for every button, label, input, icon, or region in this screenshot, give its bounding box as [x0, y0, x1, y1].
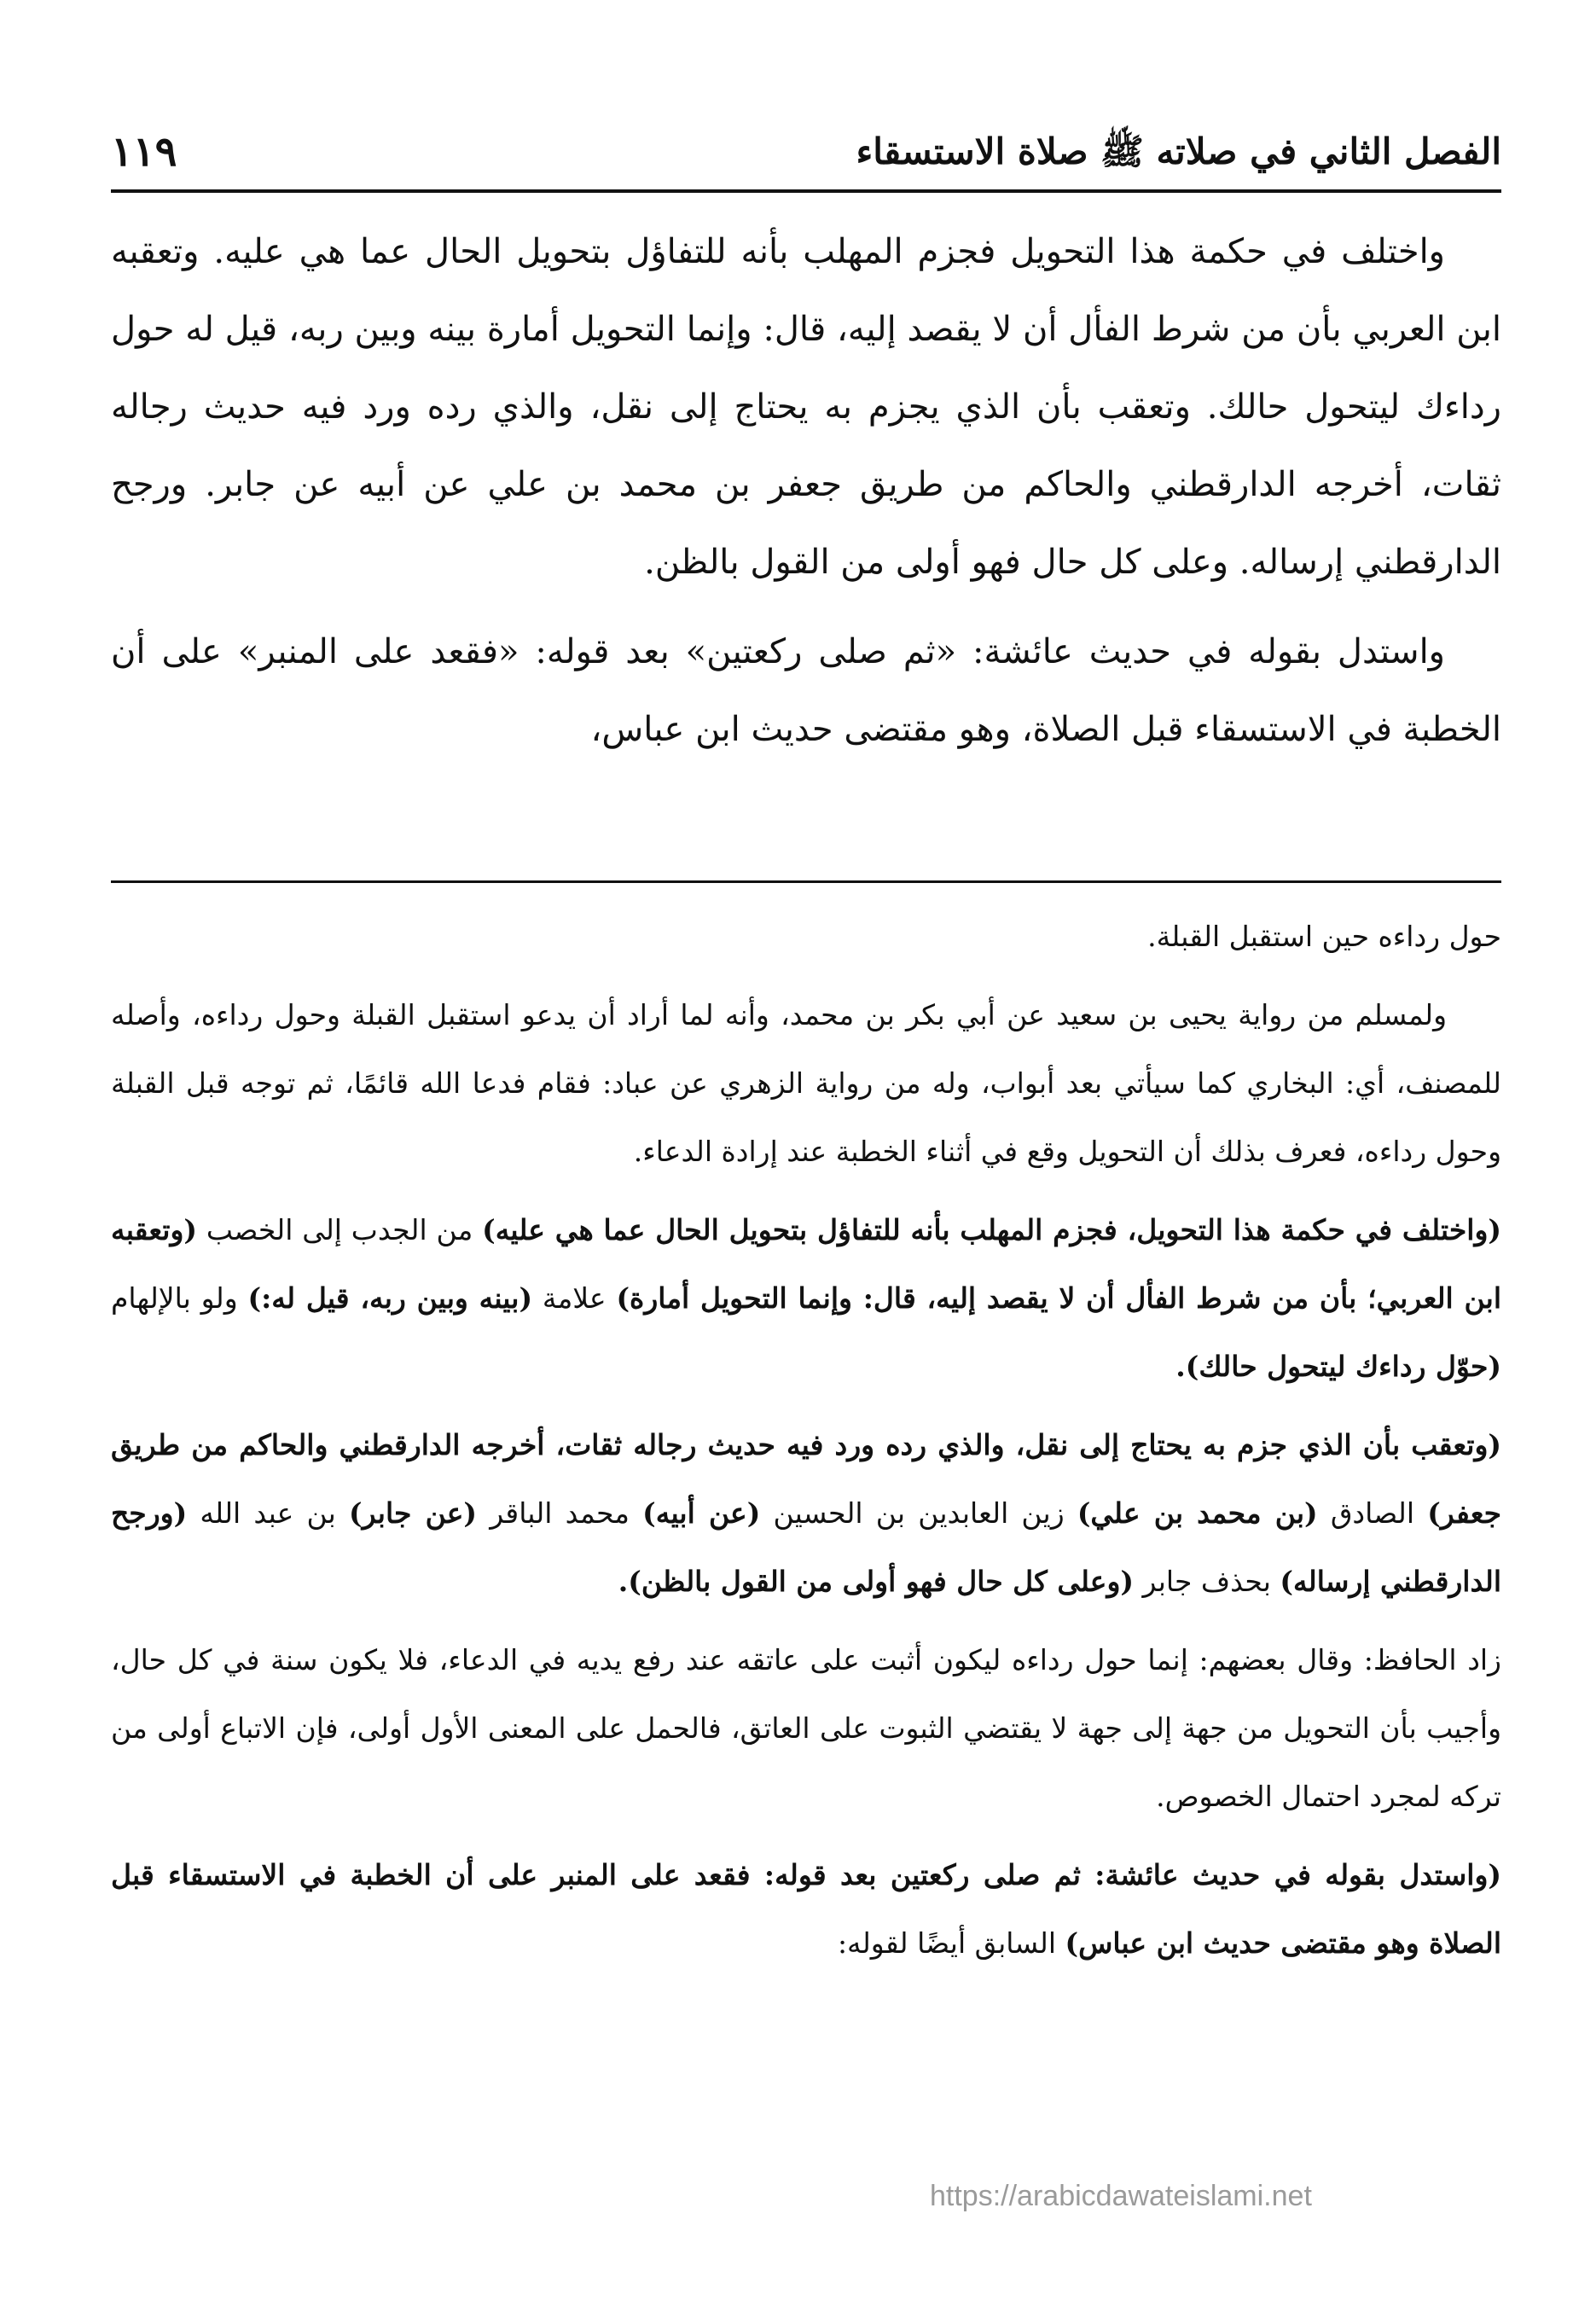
book-page	[111, 94, 1501, 2278]
chapter-title: الفصل الثاني في صلاته ﷺ صلاة الاستسقاء	[856, 131, 1501, 172]
explanation-text: بن عبد الله	[187, 1496, 349, 1530]
commentary-paragraph-4	[111, 1411, 1501, 1616]
explanation-text: ولو بالإلهام	[111, 1281, 248, 1315]
running-header	[111, 118, 1501, 186]
explanation-text: الصادق	[1317, 1496, 1428, 1530]
explanation-text: بحذف جابر	[1134, 1565, 1280, 1598]
quoted-text: (بن محمد بن علي)	[1077, 1496, 1318, 1530]
quoted-text: (حوّل رداءك ليتحول حالك).	[1175, 1350, 1501, 1383]
explanation-text: محمد الباقر	[477, 1496, 643, 1530]
explanation-text: زين العابدين بن الحسين	[760, 1496, 1077, 1530]
quoted-text: (عن جابر)	[348, 1496, 478, 1530]
commentary-paragraph-5: زاد الحافظ: وقال بعضهم: إنما حول رداءه ليكون أثبت على عاتقه عند رفع يديه في الدعاء، فلا يكون سنة في كل حال، وأجيب بأن التحويل من جهة إلى جهة لا يقتضي الثبوت على العاتق، فالحمل على المعنى الأول أولى، فإن الاتباع أولى من تركه لمجرد احتمال الخصوص.	[111, 1643, 1502, 1813]
explanation-text: من الجدب إلى الخصب	[197, 1213, 483, 1246]
explanation-text: السابق أيضًا لقوله:	[837, 1926, 1065, 1960]
quoted-text: (وعلى كل حال فهو أولى من القول بالظن).	[618, 1565, 1135, 1598]
quoted-text: (ورجح الدارقطني إرساله)	[111, 1496, 1501, 1598]
quoted-text: (واختلف في حكمة هذا التحويل، فجزم المهلب بأنه للتفاؤل بتحويل الحال عما هي عليه)	[482, 1213, 1501, 1246]
quoted-text: (وتعقبه ابن العربي؛ بأن من شرط الفأل أن لا يقصد إليه، قال: وإنما التحويل أمارة)	[111, 1213, 1501, 1315]
page-number: ١١٩	[111, 128, 177, 176]
commentary-divider	[111, 880, 1501, 883]
header-divider	[111, 189, 1501, 193]
commentary-paragraph-1: حول رداءه حين استقبل القبلة.	[1147, 920, 1501, 953]
main-paragraph-2: واستدل بقوله في حديث عائشة: «ثم صلى ركعتين» بعد قوله: «فقعد على المنبر» على أن الخطبة في الاستسقاء قبل الصلاة، وهو مقتضى حديث ابن عباس،	[111, 632, 1501, 749]
commentary-paragraph-3	[111, 1196, 1501, 1401]
main-paragraph-1: واختلف في حكمة هذا التحويل فجزم المهلب بأنه للتفاؤل بتحويل الحال عما هي عليه. وتعقبه ابن العربي بأن من شرط الفأل أن لا يقصد إليه، قال: وإنما التحويل أمارة بينه وبين ربه، قيل له حول رداءك ليتحول حالك. وتعقب بأن الذي يجزم به يحتاج إلى نقل، والذي رده ورد فيه حديث رجاله ثقات، أخرجه الدارقطني والحاكم من طريق جعفر بن محمد بن علي عن أبيه عن جابر. ورجح الدارقطني إرساله. وعلى كل حال فهو أولى من القول بالظن.	[111, 232, 1501, 582]
watermark-url: https://arabicdawateislami.net	[930, 2180, 1312, 2212]
main-text	[111, 213, 1501, 781]
quoted-text: (بينه وبين ربه، قيل له:)	[247, 1281, 533, 1315]
commentary-paragraph-6	[111, 1841, 1501, 1978]
explanation-text: علامة	[532, 1281, 617, 1315]
commentary-paragraph-2: ولمسلم من رواية يحيى بن سعيد عن أبي بكر بن محمد، وأنه لما أراد أن يدعو استقبل القبلة وحول رداءه، وأصله للمصنف، أي: البخاري كما سيأتي بعد أبواب، وله من رواية الزهري عن عباد: فقام فدعا الله قائمًا، ثم توجه قبل القبلة وحول رداءه، فعرف بذلك أن التحويل وقع في أثناء الخطبة عند إرادة الدعاء.	[111, 998, 1501, 1168]
commentary	[111, 903, 1501, 1988]
quoted-text: (عن أبيه)	[642, 1496, 761, 1530]
quoted-text: (واستدل بقوله في حديث عائشة: ثم صلى ركعتين بعد قوله: فقعد على المنبر على أن الخطبة في الاستسقاء قبل الصلاة وهو مقتضى حديث ابن عباس)	[111, 1858, 1501, 1960]
quoted-text: (وتعقب بأن الذي جزم به يحتاج إلى نقل، والذي رده ورد فيه حديث رجاله ثقات، أخرجه الدارقطني والحاكم من طريق جعفر)	[111, 1428, 1502, 1530]
